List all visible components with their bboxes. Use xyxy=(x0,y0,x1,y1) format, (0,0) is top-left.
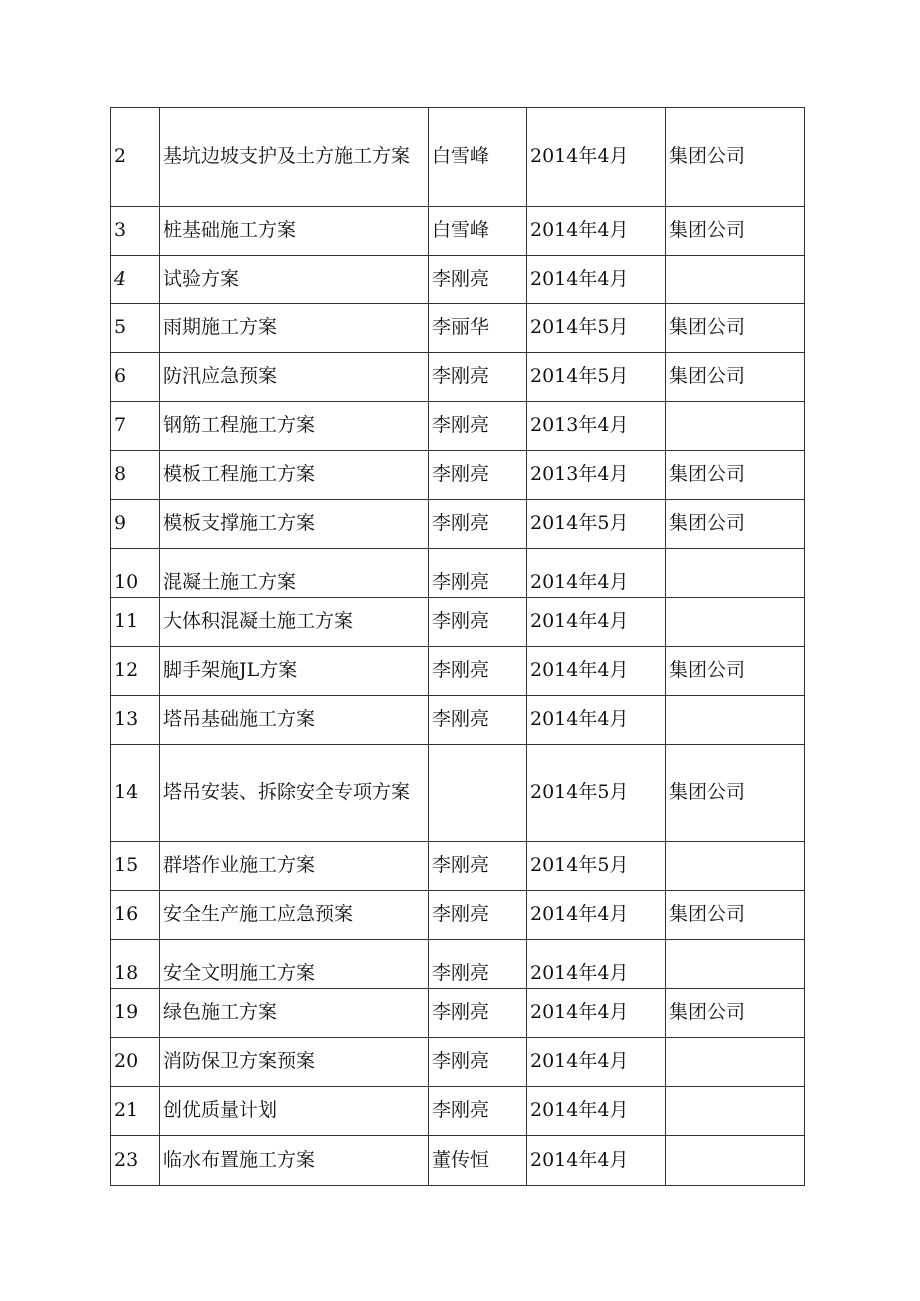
cell-unit: 集团公司 xyxy=(666,647,805,696)
cell-name: 安全生产施工应急预案 xyxy=(160,891,429,940)
table-row xyxy=(111,842,805,891)
cell-name: 基坑边坡支护及土方施工方案 xyxy=(160,108,429,207)
cell-unit xyxy=(666,1038,805,1087)
table-row xyxy=(111,500,805,549)
cell-no: 21 xyxy=(111,1087,160,1136)
cell-unit: 集团公司 xyxy=(666,500,805,549)
cell-no: 9 xyxy=(111,500,160,549)
cell-owner: 李刚亮 xyxy=(429,500,527,549)
cell-no: 10 xyxy=(111,549,160,598)
cell-unit xyxy=(666,696,805,745)
cell-date: 2014年5月 xyxy=(527,304,666,353)
cell-unit xyxy=(666,402,805,451)
table-row xyxy=(111,1087,805,1136)
cell-name: 临水布置施工方案 xyxy=(160,1136,429,1186)
cell-unit: 集团公司 xyxy=(666,207,805,256)
cell-date: 2014年5月 xyxy=(527,353,666,402)
cell-no: 3 xyxy=(111,207,160,256)
cell-date: 2014年4月 xyxy=(527,207,666,256)
cell-date: 2014年4月 xyxy=(527,1087,666,1136)
cell-owner: 李刚亮 xyxy=(429,451,527,500)
cell-date: 2014年4月 xyxy=(527,549,666,598)
cell-name: 模板工程施工方案 xyxy=(160,451,429,500)
table-row xyxy=(111,353,805,402)
cell-unit xyxy=(666,842,805,891)
cell-date: 2014年4月 xyxy=(527,989,666,1038)
cell-unit: 集团公司 xyxy=(666,353,805,402)
cell-name: 塔吊基础施工方案 xyxy=(160,696,429,745)
table-row xyxy=(111,696,805,745)
cell-date: 2014年4月 xyxy=(527,108,666,207)
cell-no: 23 xyxy=(111,1136,160,1186)
cell-owner: 李刚亮 xyxy=(429,696,527,745)
cell-date: 2014年5月 xyxy=(527,745,666,842)
cell-owner: 李丽华 xyxy=(429,304,527,353)
cell-date: 2014年4月 xyxy=(527,940,666,989)
cell-name: 消防保卫方案预案 xyxy=(160,1038,429,1087)
cell-name: 大体积混凝土施工方案 xyxy=(160,598,429,647)
cell-unit xyxy=(666,940,805,989)
table-body xyxy=(111,108,805,1186)
cell-name: 安全文明施工方案 xyxy=(160,940,429,989)
cell-unit: 集团公司 xyxy=(666,451,805,500)
table-row xyxy=(111,207,805,256)
cell-date: 2014年5月 xyxy=(527,842,666,891)
cell-owner: 李刚亮 xyxy=(429,1038,527,1087)
cell-date: 2014年4月 xyxy=(527,647,666,696)
cell-unit: 集团公司 xyxy=(666,304,805,353)
cell-unit: 集团公司 xyxy=(666,108,805,207)
cell-no: 12 xyxy=(111,647,160,696)
cell-owner: 李刚亮 xyxy=(429,1087,527,1136)
cell-unit xyxy=(666,256,805,304)
table-row xyxy=(111,108,805,207)
cell-no: 19 xyxy=(111,989,160,1038)
cell-date: 2014年4月 xyxy=(527,1136,666,1186)
table-row xyxy=(111,745,805,842)
cell-date: 2014年4月 xyxy=(527,891,666,940)
table-row xyxy=(111,989,805,1038)
cell-owner: 李刚亮 xyxy=(429,891,527,940)
cell-owner: 李刚亮 xyxy=(429,940,527,989)
cell-date: 2014年5月 xyxy=(527,500,666,549)
cell-owner: 李刚亮 xyxy=(429,402,527,451)
cell-unit xyxy=(666,549,805,598)
cell-unit xyxy=(666,1136,805,1186)
cell-name: 脚手架施JL方案 xyxy=(160,647,429,696)
cell-name: 群塔作业施工方案 xyxy=(160,842,429,891)
table-row xyxy=(111,1038,805,1087)
cell-unit: 集团公司 xyxy=(666,891,805,940)
cell-no: 4 xyxy=(111,256,160,304)
table-row xyxy=(111,940,805,989)
cell-no: 2 xyxy=(111,108,160,207)
cell-no: 20 xyxy=(111,1038,160,1087)
cell-unit xyxy=(666,598,805,647)
cell-owner: 白雪峰 xyxy=(429,207,527,256)
cell-name: 塔吊安装、拆除安全专项方案 xyxy=(160,745,429,842)
cell-date: 2014年4月 xyxy=(527,598,666,647)
cell-name: 创优质量计划 xyxy=(160,1087,429,1136)
table-row xyxy=(111,647,805,696)
cell-unit xyxy=(666,1087,805,1136)
cell-date: 2014年4月 xyxy=(527,256,666,304)
cell-no: 11 xyxy=(111,598,160,647)
table-row xyxy=(111,451,805,500)
cell-date: 2013年4月 xyxy=(527,451,666,500)
cell-name: 绿色施工方案 xyxy=(160,989,429,1038)
cell-owner: 李刚亮 xyxy=(429,989,527,1038)
cell-no: 14 xyxy=(111,745,160,842)
table-row xyxy=(111,891,805,940)
cell-unit: 集团公司 xyxy=(666,989,805,1038)
cell-no: 16 xyxy=(111,891,160,940)
cell-no: 18 xyxy=(111,940,160,989)
cell-no: 15 xyxy=(111,842,160,891)
cell-name: 试验方案 xyxy=(160,256,429,304)
cell-owner xyxy=(429,745,527,842)
cell-name: 混凝土施工方案 xyxy=(160,549,429,598)
cell-owner: 李刚亮 xyxy=(429,256,527,304)
cell-name: 雨期施工方案 xyxy=(160,304,429,353)
table-row xyxy=(111,304,805,353)
cell-name: 桩基础施工方案 xyxy=(160,207,429,256)
cell-unit: 集团公司 xyxy=(666,745,805,842)
cell-date: 2014年4月 xyxy=(527,1038,666,1087)
cell-owner: 李刚亮 xyxy=(429,647,527,696)
cell-date: 2014年4月 xyxy=(527,696,666,745)
cell-owner: 李刚亮 xyxy=(429,842,527,891)
cell-owner: 李刚亮 xyxy=(429,549,527,598)
cell-owner: 李刚亮 xyxy=(429,598,527,647)
table-row xyxy=(111,549,805,598)
cell-no: 8 xyxy=(111,451,160,500)
table-row xyxy=(111,402,805,451)
table-row xyxy=(111,256,805,304)
cell-no: 7 xyxy=(111,402,160,451)
cell-no: 6 xyxy=(111,353,160,402)
cell-owner: 董传恒 xyxy=(429,1136,527,1186)
table-row xyxy=(111,598,805,647)
construction-plan-table xyxy=(110,107,805,1186)
cell-no: 13 xyxy=(111,696,160,745)
table-row xyxy=(111,1136,805,1186)
cell-name: 防汛应急预案 xyxy=(160,353,429,402)
cell-no: 5 xyxy=(111,304,160,353)
cell-owner: 白雪峰 xyxy=(429,108,527,207)
cell-name: 模板支撑施工方案 xyxy=(160,500,429,549)
cell-date: 2013年4月 xyxy=(527,402,666,451)
cell-owner: 李刚亮 xyxy=(429,353,527,402)
cell-name: 钢筋工程施工方案 xyxy=(160,402,429,451)
